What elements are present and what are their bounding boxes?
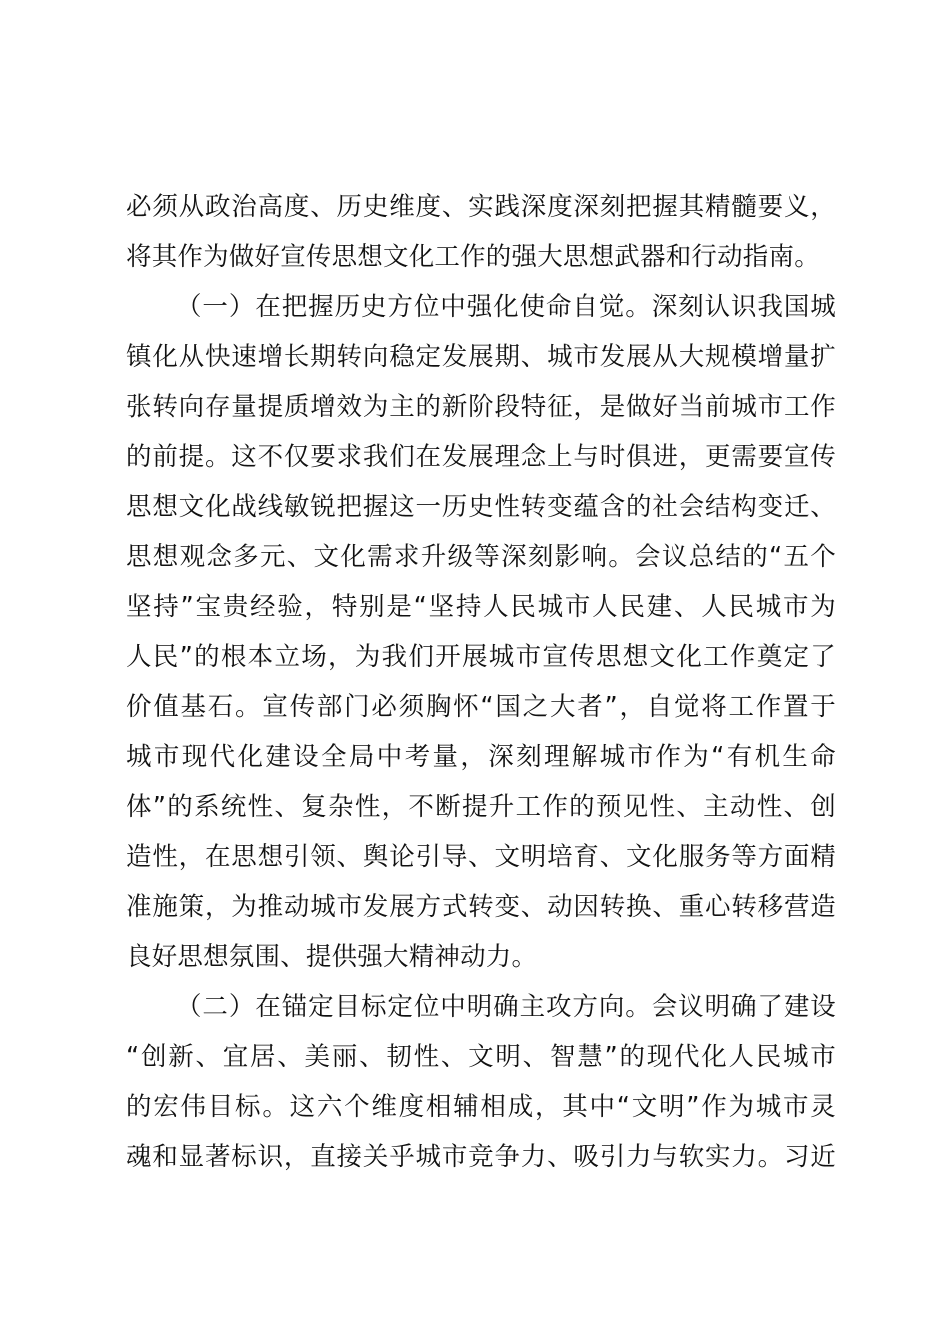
text-line-13: 体”的系统性、复杂性，不断提升工作的预见性、主动性、创 (126, 792, 836, 822)
text-line-20: 魂和显著标识，直接关乎城市竞争力、吸引力与软实力。习近 (126, 1142, 836, 1172)
text-line-2: 将其作为做好宣传思想文化工作的强大思想武器和行动指南。 (126, 242, 820, 272)
text-line-6: 的前提。这不仅要求我们在发展理念上与时俱进，更需要宣传 (126, 442, 836, 472)
text-line-14: 造性，在思想引领、舆论引导、文明培育、文化服务等方面精 (126, 842, 836, 872)
text-line-10: 人民”的根本立场，为我们开展城市宣传思想文化工作奠定了 (126, 642, 836, 672)
text-line-7: 思想文化战线敏锐把握这一历史性转变蕴含的社会结构变迁、 (126, 492, 836, 522)
text-line-4: 镇化从快速增长期转向稳定发展期、城市发展从大规模增量扩 (126, 342, 836, 372)
text-line-9: 坚持”宝贵经验，特别是“坚持人民城市人民建、人民城市为 (126, 592, 836, 622)
section-2-heading-line: （二）在锚定目标定位中明确主攻方向。会议明确了建设 (176, 992, 836, 1022)
body-text (126, 182, 836, 1182)
text-line-8: 思想观念多元、文化需求升级等深刻影响。会议总结的“五个 (126, 542, 836, 572)
text-line-11: 价值基石。宣传部门必须胸怀“国之大者”，自觉将工作置于 (126, 692, 836, 722)
text-line-15: 准施策，为推动城市发展方式转变、动因转换、重心转移营造 (126, 892, 836, 922)
text-line-16: 良好思想氛围、提供强大精神动力。 (126, 942, 538, 972)
text-line-18: “创新、宜居、美丽、韧性、文明、智慧”的现代化人民城市 (126, 1042, 836, 1072)
text-line-5: 张转向存量提质增效为主的新阶段特征，是做好当前城市工作 (126, 392, 836, 422)
text-line-19: 的宏伟目标。这六个维度相辅相成，其中“文明”作为城市灵 (126, 1092, 836, 1122)
section-1-heading-line: （一）在把握历史方位中强化使命自觉。深刻认识我国城 (176, 292, 836, 322)
text-line-12: 城市现代化建设全局中考量，深刻理解城市作为“有机生命 (126, 742, 836, 772)
text-line-1: 必须从政治高度、历史维度、实践深度深刻把握其精髓要义， (126, 192, 836, 222)
